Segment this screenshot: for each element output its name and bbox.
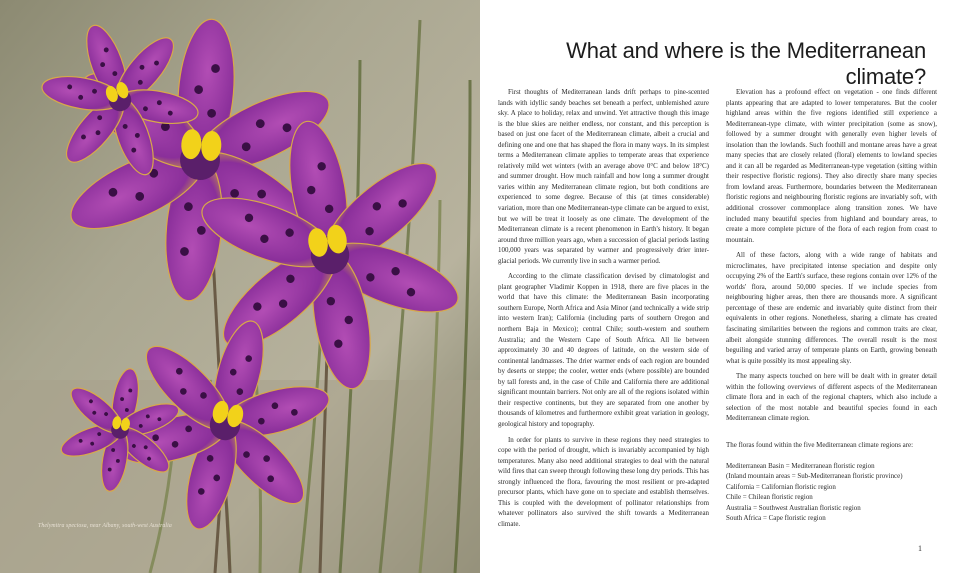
- right-column: [726, 87, 937, 524]
- regions-intro: The floras found within the five Mediterranean climate regions are:: [726, 440, 914, 449]
- paragraph: According to the climate classification devised by climatologist and plant geographer Vladimir Koppen in 1918, there are five places in the world that have this climate: the Mediterranean Basin incorporating southern Europe, North Africa and Asia Minor (and technically a wide strip into western Iran); California (including parts of southern Oregon and northern Baja in Mexico); central Chile; south-western and southern Australia; and the Western Cape of South Africa. All lie between approximately 30 and 40 degrees of latitude, on the western side of continental landmasses. The drier warmer ends of each region are bounded by deserts or steppe; the cooler, wetter ends (where possible) are bounded by tall forests and, in the case of Chile and California there are additional significant mountain barriers. Not only are all of the regions isolated within their respective continents, but they are separated from one another by thousands of kilometres and furthermore exhibit great variation in geology, geological history and topography.: [498, 272, 709, 428]
- region-item: (Inland mountain areas = Sub-Mediterranean floristic province): [726, 472, 903, 481]
- paragraph: First thoughts of Mediterranean lands drift perhaps to pine-scented lands with idyllic sandy beaches set beneath a perfect, unblemished azure sky. A place to holiday, relax and unwind. Yet attractive though this image is the blue skies are neither endless, nor constant, and this perception is based on just one facet of the Mediterranean climate, albeit a crucial and defining one and one that has shaped the flora in many ways. In its simplest terms a Mediterranean climate applies to temperate areas that experience relatively mild wet winters (with an average above 0°C and below 18°C) and summer drought. How much rainfall and how long a summer drought varies within any Mediterranean climate region, but both conditions are experienced to some degree. Because of this (at times considerable) variation, more than one Mediterranean-type climate can be argued to exist, but we will be treat it loosely as one climate. The development of the Mediterranean climate is a recent phenomenon in Earth's history. It began around three million years ago, when a succession of glacial periods lasting 100,000 years was separated by warmer and progressively drier inter-glacial periods. We currently live in such a warmer period.: [498, 88, 709, 265]
- region-item: California = Californian floristic region: [726, 482, 836, 491]
- page-number: 1: [918, 544, 922, 553]
- region-item: South Africa = Cape floristic region: [726, 514, 826, 523]
- paragraph: Elevation has a profound effect on vegetation - one finds different plants appearing that are adapted to lower temperatures. But the cooler highland areas within the five regions identified still experience a Mediterranean-type climate, with winter precipitation (some as snow), followed by a summer drought with generally even higher levels of insolation than the lowlands. Such foothill and montane areas have a great many species that are closely related (floral) elements to lowland species and it can all be regarded as Mediterranean-type vegetation (sitting within their respective floristic regions). They also directly share many species from lowland areas. Furthermore, boundaries between the Mediterranean floristic regions and neighbouring floristic regions are invariably soft, with additional crossover commonplace along transition zones. We have included many beautiful species from highland and boundary areas, to create a more complete picture of the flora of each region from coast to mountain.: [726, 88, 937, 244]
- photo-caption: Thelymitra speciosa, near Albany, south-west Australia: [38, 523, 172, 529]
- page-title: What and where is the Mediterranean climate?: [566, 38, 926, 89]
- paragraph: In order for plants to survive in these regions they need strategies to cope with the period of drought, which is invariably accompanied by high temperatures. Many also need additional strategies to deal with the natural wild fires that can sweep through following these long dry periods. This has strongly influenced the flora, favouring the most resilient or pre-adapted precursor plants, which have gone on to speciate and establish themselves. This is coupled with the development of pollinator relationships from whatever pollinators also survived the shift towards a Mediterranean climate.: [498, 435, 709, 528]
- regions-list: [726, 461, 937, 524]
- paragraph: The many aspects touched on here will be dealt with in greater detail within the following overviews of different aspects of the Mediterranean climate flora and in each of the regional chapters, which also include a selection of the most notable and beautiful species found in each Mediterranean climate region.: [726, 372, 937, 423]
- region-item: Mediterranean Basin = Mediterranean floristic region: [726, 461, 875, 470]
- region-item: Australia = Southwest Australian floristic region: [726, 503, 861, 512]
- left-column: [498, 87, 709, 534]
- paragraph: All of these factors, along with a wide range of habitats and microclimates, have precipitated intense speciation and despite only occupying 2% of the Earth's surface, these regions contain over 12% of the worlds' flora, around 50,000 species. If we include species from neighbouring higher areas, then there are thousands more. A significant percentage of these are endemic and invariably quite distinct from their equivalents in other regions. Nonetheless, sharing a climate has created fascinating similarities between the regions and common traits are clear, albeit alongside stunning differences. The overall result is the most beguiling and varied array of temperate plants on Earth, growing beneath what is quite possibly its most appealing sky.: [726, 251, 937, 365]
- text-page: [480, 0, 960, 573]
- region-item: Chile = Chilean floristic region: [726, 493, 813, 502]
